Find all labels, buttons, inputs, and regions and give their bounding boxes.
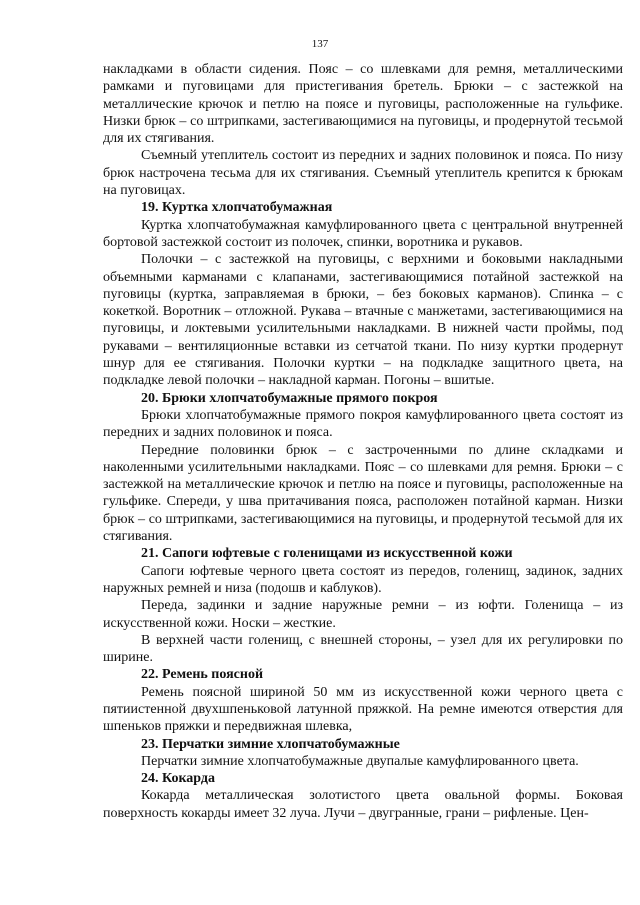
paragraph: Перчатки зимние хлопчатобумажные двупалые камуфлированного цвета. [141, 753, 579, 769]
page-text [103, 61, 623, 822]
section-heading: 24. Кокарда [141, 771, 215, 787]
paragraph: Полочки – с застежкой на пуговицы, с верхними и боковыми накладными объемными карманами с клапанами, застегивающимися потайной застежкой на пуговицы (куртка, заправляемая в брюки, – без боковых карманов). Спинка – с кокеткой. Воротник – отложной. Рукава – втачные с манжетами, застегивающимися на пуговицы, и локтевыми усилительными накладками. В нижней части проймы, под рукавами – вентиляционные вставки из сетчатой ткани. По низу куртки продернут шнур для ее стягивания. Полочки куртки – на подкладке защитного цвета, на подкладке левой полочки – накладной карман. Погоны – вшитые. [103, 252, 623, 389]
paragraph: Брюки хлопчатобумажные прямого покроя камуфлированного цвета состоят из передних и задних половинок и пояса. [103, 407, 623, 441]
section-heading: 20. Брюки хлопчатобумажные прямого покроя [141, 390, 438, 406]
section-heading: 23. Перчатки зимние хлопчатобумажные [141, 736, 400, 752]
paragraph: В верхней части голенищ, с внешней стороны, – узел для их регулировки по ширине. [103, 632, 623, 666]
paragraph: Съемный утеплитель состоит из передних и задних половинок и пояса. По низу брюк настрочена тесьма для их стягивания. Съемный утеплитель крепится к брюкам на пуговицах. [103, 148, 623, 199]
paragraph: Сапоги юфтевые черного цвета состоят из передов, голенищ, задинок, задних наружных ремней и низа (подошв и каблуков). [103, 563, 623, 596]
section-heading: 21. Сапоги юфтевые с голенищами из искусственной кожи [141, 546, 513, 562]
paragraph: накладками в области сидения. Пояс – со шлевками для ремня, металлическими рамками и пуговицами для пристегивания бретель. Брюки – с застежкой на металлические крючок и петлю на поясе и пуговицы, расположенные на гульфике. Низки брюк – со штрипками, застегивающимися на пуговицы, и продернутой тесьмой для их стягивания. [103, 62, 623, 147]
section-heading: 19. Куртка хлопчатобумажная [141, 200, 333, 216]
paragraph: Переда, задинки и задние наружные ремни – из юфти. Голенища – из искусственной кожи. Носки – жесткие. [103, 598, 623, 631]
paragraph: Кокарда металлическая золотистого цвета овальной формы. Боковая поверхность кокарды имеет 32 луча. Лучи – двугранные, грани – рифленые. Цен- [103, 788, 623, 821]
paragraph: Передние половинки брюк – с застроченными по длине складками и наколенными усилительными накладками. Пояс – со шлевками для ремня. Брюки – с застежкой на металлические крючок и петлю на поясе и пуговицы, расположенные на гульфике. Спереди, у шва притачивания пояса, расположен потайной карман. Низки брюк – со штрипками, застегивающимися на пуговицы, и продернутой тесьмой для их стягивания. [103, 442, 623, 545]
section-heading: 22. Ремень поясной [141, 667, 264, 683]
paragraph: Куртка хлопчатобумажная камуфлированного цвета с центральной внутренней бортовой застежкой состоит из полочек, спинки, воротника и рукавов. [103, 217, 623, 250]
page-number: 137 [311, 38, 329, 50]
paragraph: Ремень поясной шириной 50 мм из искусственной кожи черного цвета с пятиистенной двухшпеньковой латунной пряжкой. На ремне имеются отверстия для шпеньков пряжки и передвижная шлевка, [103, 684, 623, 735]
